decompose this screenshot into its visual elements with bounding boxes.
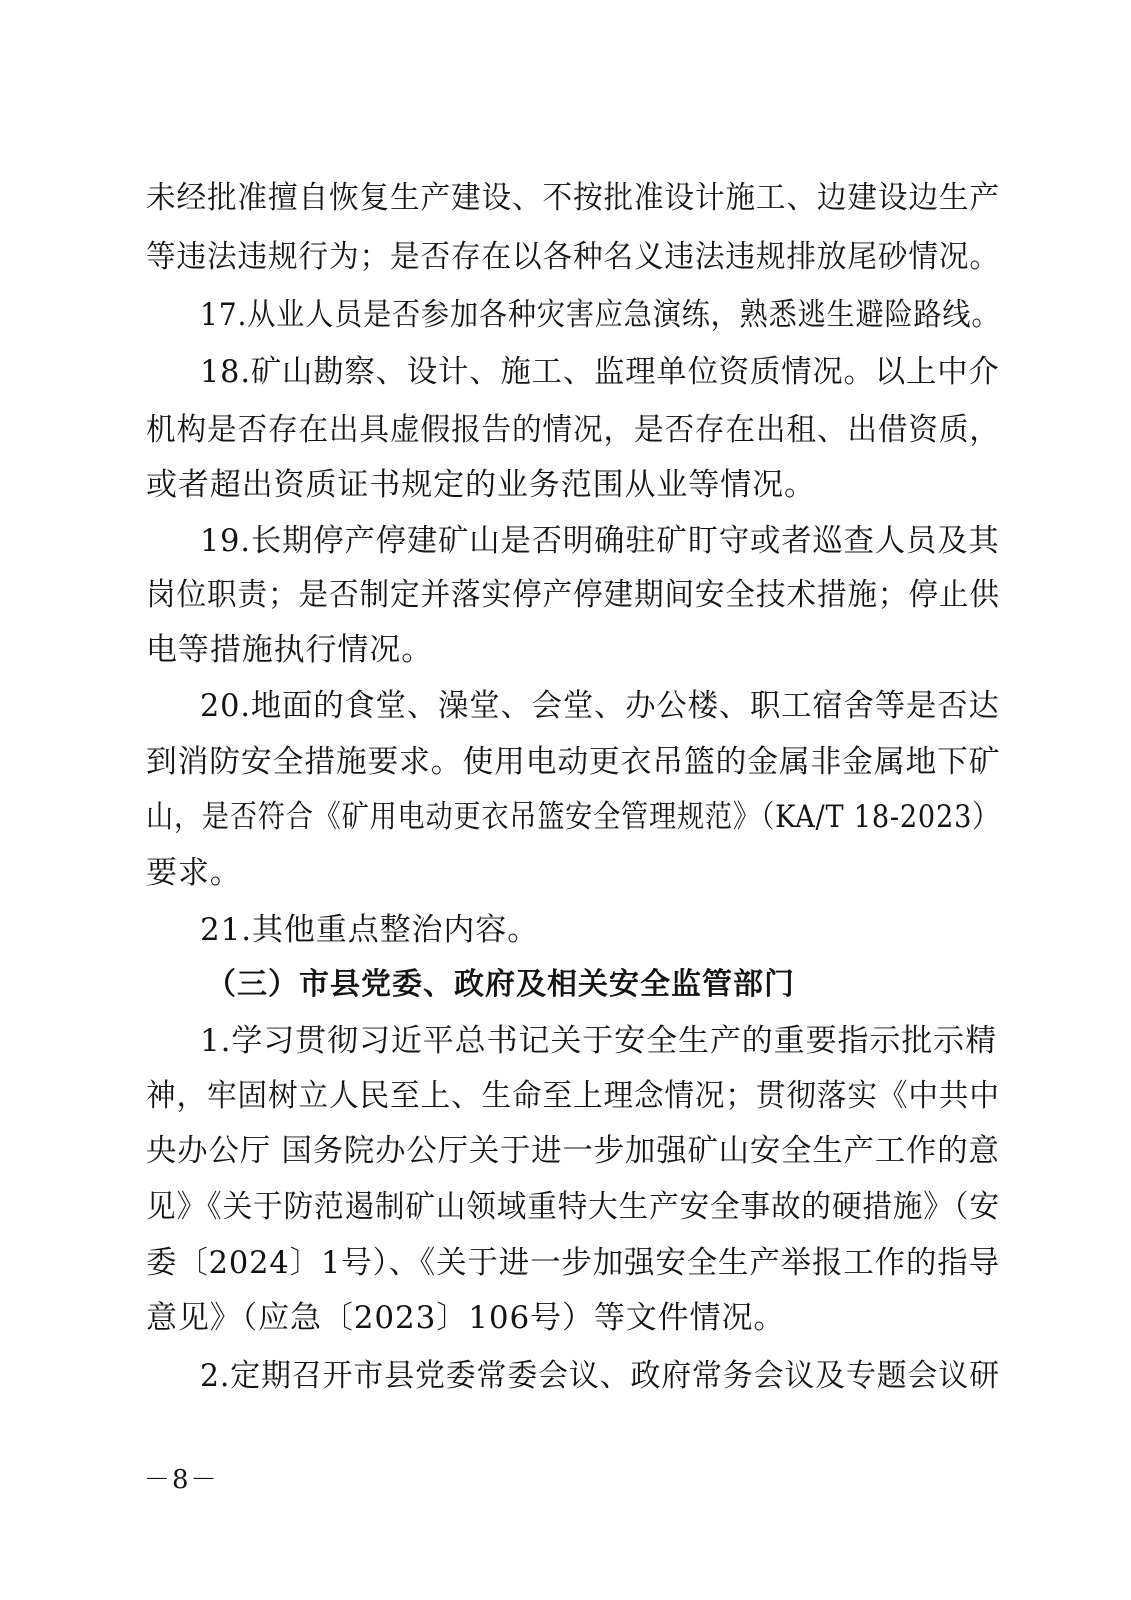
section-heading: （三）市县党委、政府及相关安全监管部门	[206, 967, 795, 1002]
item-2-line: 2.定期召开市县党委常委会议、政府常务会议及专题会议研	[200, 1358, 1000, 1394]
item-19-line: 19.长期停产停建矿山是否明确驻矿盯守或者巡查人员及其	[200, 523, 1000, 559]
paragraph-line: 机构是否存在出具虚假报告的情况，是否存在出租、出借资质，	[146, 412, 1000, 448]
paragraph-line: 神，牢固树立人民至上、生命至上理念情况；贯彻落实《中共中	[146, 1078, 1000, 1114]
item-21-line: 21.其他重点整治内容。	[200, 912, 540, 948]
item-17-line: 17.从业人员是否参加各种灾害应急演练，熟悉逃生避险路线。	[200, 297, 1001, 333]
paragraph-line: 山，是否符合《矿用电动更衣吊篮安全管理规范》（KA/T 18-2023）	[146, 799, 1001, 835]
paragraph-line: 要求。	[146, 855, 242, 891]
item-18-line: 18.矿山勘察、设计、施工、监理单位资质情况。以上中介	[200, 354, 1000, 390]
paragraph-line: 央办公厅 国务院办公厅关于进一步加强矿山安全生产工作的意	[146, 1133, 1000, 1169]
item-1-line: 1.学习贯彻习近平总书记关于安全生产的重要指示批示精	[200, 1023, 997, 1059]
paragraph-line: 意见》（应急〔2023〕106号）等文件情况。	[146, 1300, 786, 1336]
paragraph-line: 见》《关于防范遏制矿山领域重特大生产安全事故的硬措施》（安	[146, 1189, 1000, 1225]
page-number: －8－	[144, 1465, 219, 1495]
paragraph-line: 等违法违规行为；是否存在以各种名义违法违规排放尾砂情况。	[146, 239, 1000, 275]
paragraph-line: 委〔2024〕1号）、《关于进一步加强安全生产举报工作的指导	[146, 1245, 1000, 1281]
paragraph-line: 未经批准擅自恢复生产建设、不按批准设计施工、边建设边生产	[146, 180, 1000, 216]
paragraph-line: 电等措施执行情况。	[146, 632, 434, 668]
item-20-line: 20.地面的食堂、澡堂、会堂、办公楼、职工宿舍等是否达	[200, 688, 1000, 724]
paragraph-line: 岗位职责；是否制定并落实停产停建期间安全技术措施；停止供	[146, 577, 1000, 613]
paragraph-line: 或者超出资质证书规定的业务范围从业等情况。	[146, 467, 816, 503]
paragraph-line: 到消防安全措施要求。使用电动更衣吊篮的金属非金属地下矿	[146, 744, 1001, 780]
